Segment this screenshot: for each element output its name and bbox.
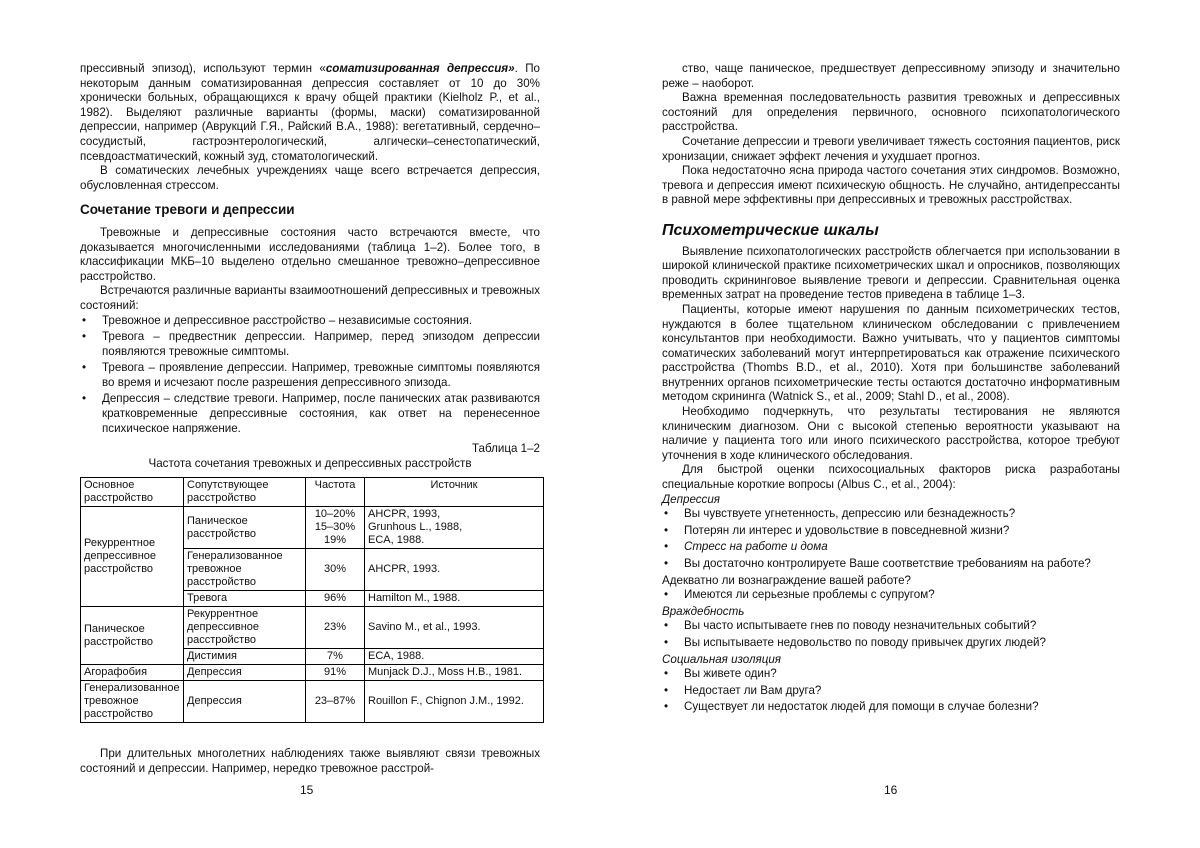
- cell-comorbid-disorder: Депрессия: [184, 681, 306, 723]
- term-somatized-depression: соматизированная депрессия»: [325, 62, 515, 75]
- cell-main-disorder: Агорафобия: [81, 665, 184, 681]
- left-para-1-start: прессивный эпизод), используют термин «: [80, 62, 326, 75]
- right-para-5: Выявление психопатологических расстройств облегчается при использовании в широкой клинической практике психометрических шкал и опросников, позволяющих проводить скрининговое выявление тревоги и депрессии. Сравнительная оценка временных затрат на проведение тестов приведена в таблице 1–3.: [662, 244, 1120, 302]
- list-item: • Имеются ли серьезные проблемы с супругом?: [662, 588, 1120, 603]
- cell-source: AHCPR, 1993.: [365, 549, 544, 591]
- right-para-3: Сочетание депрессии и тревоги увеличивает тяжесть состояния пациентов, риск хронизации, снижает эффект лечения и ухудшает прогноз.: [662, 134, 1120, 163]
- left-page: [80, 62, 540, 777]
- left-para-2: В соматических лечебных учреждениях чаще всего встречается депрессия, обусловленная стрессом.: [80, 164, 540, 192]
- cell-frequency: 10–20% 15–30% 19%: [306, 507, 365, 549]
- cell-comorbid-disorder: Тревога: [184, 591, 306, 607]
- category-depression: Депрессия: [662, 492, 720, 506]
- table-number: Таблица 1–2: [471, 442, 540, 456]
- list-item: • Потерян ли интерес и удовольствие в повседневной жизни?: [662, 524, 1120, 539]
- header-comorbid-disorder: Сопутствующее расстройство: [184, 478, 306, 507]
- cell-source: AHCPR, 1993, Grunhous L., 1988, ECA, 1988.: [365, 507, 544, 549]
- section-heading-anxiety-depression: Сочетание тревоги и депрессии: [80, 202, 295, 218]
- cell-comorbid-disorder: Генерализованное тревожное расстройство: [184, 549, 306, 591]
- left-para-1-rest: . По некоторым данным соматизированная депрессия составляет от 10 до 30% хронически больных, обращающихся к врачу общей практики (Kielholz P., et al., 1982). Выделяют различные варианты (формы, маски) соматизированной депрессии, например (Аврукций Г.Я., Райский В.А., 1988): вегетативный, сердечно–сосудистый, гастроэнтерологический, алгически–сенестопатический, псевдоастматический, кожный зуд, стоматологический.: [80, 62, 540, 163]
- right-para-6: Пациенты, которые имеют нарушения по данным психометрических тестов, нуждаются в более тщательном клиническом обследовании с привлечением консультантов при необходимости. Важно учитывать, что у пациентов симптомы соматических заболеваний могут интерпретироваться как отражение психического расстройства (Thombs B.D., et al., 2010). Хотя при большинстве заболеваний внутренних органов психометрические тесты остаются достаточно информативным методом скрининга (Watnick S., et al., 2009; Stahl D., et al., 2008).: [662, 302, 1120, 404]
- left-para-3: Тревожные и депрессивные состояния часто встречаются вместе, что доказывается многочисленными исследованиями (таблица 1–2). Более того, в классификации МКБ–10 выделено отдельно смешанное тревожно–депрессивное расстройство.: [80, 225, 540, 283]
- list-item: • Тревога – предвестник депрессии. Например, перед эпизодом депрессии появляются тревожные симптомы.: [80, 330, 540, 359]
- cell-source: Rouillon F., Chignon J.M., 1992.: [365, 681, 544, 723]
- list-item: • Недостает ли Вам друга?: [662, 684, 1120, 699]
- stress-question-line: Адекватно ли вознаграждение вашей работе?: [662, 573, 911, 587]
- header-frequency: Частота: [306, 478, 365, 507]
- right-para-8: Для быстрой оценки психосоциальных факторов риска разработаны специальные короткие вопросы (Albus C., et al., 2004):: [662, 463, 1120, 492]
- cell-main-disorder: Рекуррентное депрессивное расстройство: [81, 507, 184, 607]
- hostility-questions: [662, 619, 1120, 650]
- list-item: • Вы живете один?: [662, 667, 1120, 682]
- list-item: • Вы чувствуете угнетенность, депрессию или безнадежность?: [662, 507, 1120, 522]
- right-para-2: Важна временная последовательность развития тревожных и депрессивных состояний для определения первичного, основного психопатологического расстройства.: [662, 91, 1120, 134]
- cell-frequency: 23–87%: [306, 681, 365, 723]
- list-item: • Тревога – проявление депрессии. Например, тревожные симптомы появляются во время и исчезают после разрешения депрессивного эпизода.: [80, 361, 540, 390]
- cell-frequency: 96%: [306, 591, 365, 607]
- cell-frequency: 7%: [306, 649, 365, 665]
- relationship-list: [80, 314, 540, 437]
- cell-source: ECA, 1988.: [365, 649, 544, 665]
- comorbidity-table: [80, 477, 544, 723]
- cell-source: Hamilton M., 1988.: [365, 591, 544, 607]
- category-social-isolation: Социальная изоляция: [662, 652, 781, 666]
- table-title: Частота сочетания тревожных и депрессивных расстройств: [148, 456, 472, 470]
- category-stress: • Стресс на работе и дома: [662, 540, 1120, 555]
- cell-frequency: 91%: [306, 665, 365, 681]
- list-item: • Депрессия – следствие тревоги. Например, после панических атак развиваются кратковременные депрессивные состояния, как ответ на перенесенное психическое напряжение.: [80, 392, 540, 436]
- depression-questions: [662, 507, 1120, 571]
- cell-frequency: 30%: [306, 549, 365, 591]
- cell-main-disorder: Паническое расстройство: [81, 607, 184, 665]
- right-page: [662, 62, 1120, 717]
- page-number-left: 15: [300, 783, 314, 797]
- cell-source: Savino M., et al., 1993.: [365, 607, 544, 649]
- table-row: [81, 665, 544, 681]
- page-number-right: 16: [884, 783, 898, 797]
- left-para-4: Встречаются различные варианты взаимоотношений депрессивных и тревожных состояний:: [80, 284, 540, 312]
- left-para-1: [80, 62, 540, 164]
- stress-questions: [662, 588, 1120, 603]
- table-row: [81, 507, 544, 549]
- cell-main-disorder: Генерализованное тревожное расстройство: [81, 681, 184, 723]
- cell-comorbid-disorder: Дистимия: [184, 649, 306, 665]
- list-item: • Вы испытываете недовольство по поводу привычек других людей?: [662, 636, 1120, 651]
- table-row: [81, 607, 544, 649]
- table-body: [81, 507, 544, 723]
- section-heading-psychometric-scales: Психометрические шкалы: [662, 221, 879, 239]
- right-para-1: ство, чаще паническое, предшествует депрессивному эпизоду и значительно реже – наоборот.: [662, 62, 1120, 90]
- cell-comorbid-disorder: Депрессия: [184, 665, 306, 681]
- header-main-disorder: Основное расстройство: [81, 478, 184, 507]
- category-hostility: Враждебность: [662, 604, 745, 618]
- list-item: • Тревожное и депрессивное расстройство – независимые состояния.: [80, 314, 540, 329]
- cell-comorbid-disorder: Рекуррентное депрессивное расстройство: [184, 607, 306, 649]
- list-item: • Вы часто испытываете гнев по поводу незначительных событий?: [662, 619, 1120, 634]
- cell-source: Munjack D.J., Moss H.B., 1981.: [365, 665, 544, 681]
- right-para-7: Необходимо подчеркнуть, что результаты тестирования не являются клиническим диагнозом. Они с высокой степенью вероятности указывают на наличие у пациента того или иного психического расстройства, которое требуют уточнения в ходе клинического обследования.: [662, 405, 1120, 462]
- cell-comorbid-disorder: Паническое расстройство: [184, 507, 306, 549]
- isolation-questions: [662, 667, 1120, 715]
- left-para-5: При длительных многолетних наблюдениях также выявляют связи тревожных состояний и депрессии. Например, нередко тревожное расстрой-: [80, 747, 540, 776]
- right-para-4: Пока недостаточно ясна природа частого сочетания этих синдромов. Возможно, тревога и депрессия имеют психическую общность. Не случайно, антидепрессанты в равной мере эффективны при депрессивных и тревожных расстройствах.: [662, 164, 1120, 207]
- list-item: • Существует ли недостаток людей для помощи в случае болезни?: [662, 700, 1120, 715]
- list-item: • Вы достаточно контролируете Ваше соответствие требованиям на работе?: [662, 557, 1120, 572]
- table-header-row: [81, 478, 544, 507]
- header-source: Источник: [365, 478, 544, 507]
- cell-frequency: 23%: [306, 607, 365, 649]
- table-row: [81, 681, 544, 723]
